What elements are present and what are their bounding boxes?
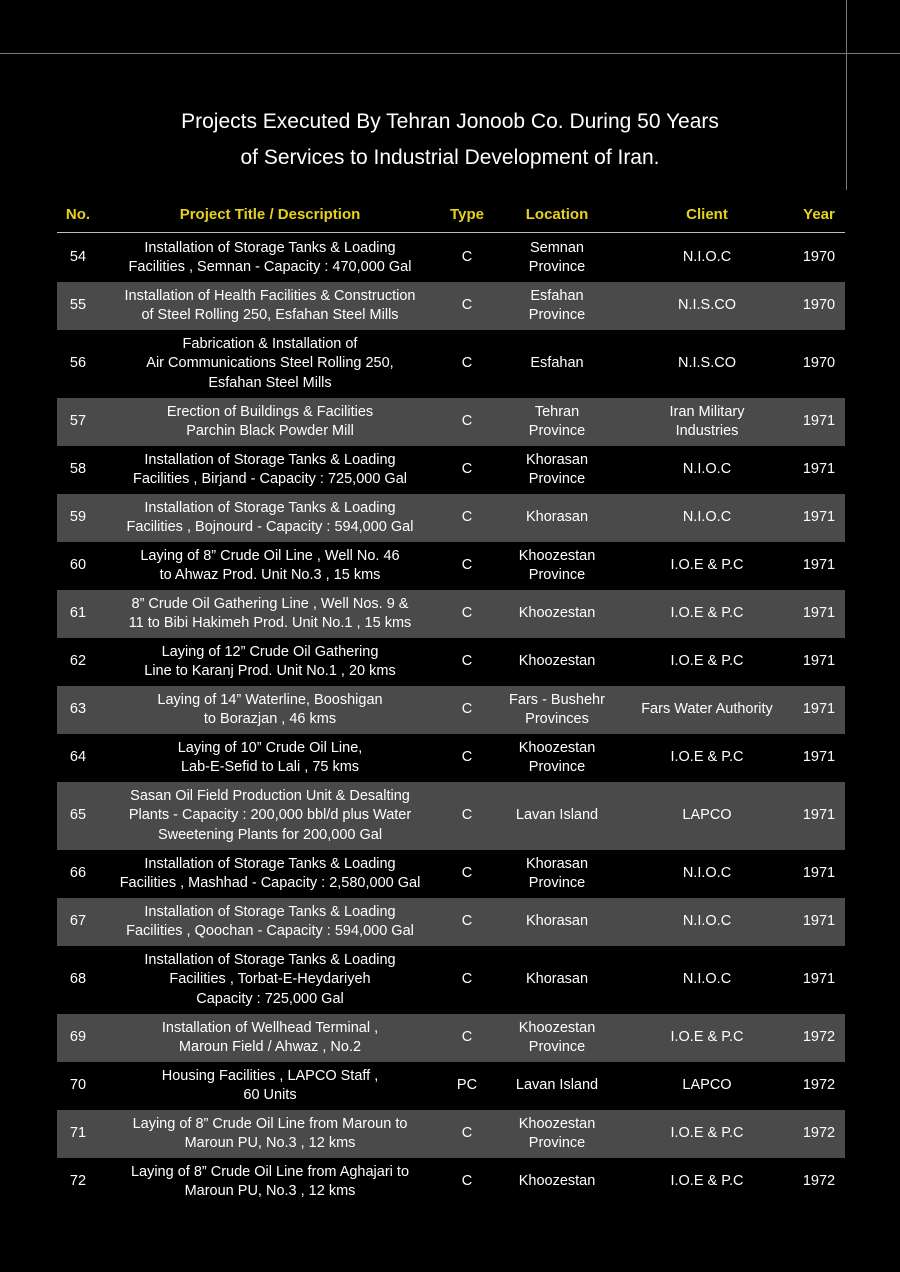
cell-year: 1971: [793, 494, 845, 542]
cell-description-line: Esfahan Steel Mills: [208, 374, 332, 391]
cell-type: C: [461, 865, 473, 882]
cell-description-line: to Ahwaz Prod. Unit No.3 , 15 kms: [159, 567, 381, 583]
cell-location-line: Province: [528, 875, 586, 891]
cell-description-line: Sasan Oil Field Production Unit & Desalting: [130, 787, 410, 804]
cell-description: [99, 686, 441, 734]
cell-client-line: N.I.O.C: [682, 509, 732, 526]
cell-client-line: I.O.E & P.C: [670, 1125, 744, 1142]
cell-description-line: Laying of 8” Crude Oil Line from Maroun to: [132, 1115, 408, 1132]
cell-description: [99, 898, 441, 946]
cell-type: C: [461, 461, 473, 478]
col-header-type: Type: [441, 196, 493, 233]
cell-type: C: [441, 494, 493, 542]
cell-year: 1971: [793, 782, 845, 850]
cell-location: [493, 782, 621, 850]
cell-description-line: 11 to Bibi Hakimeh Prod. Unit No.1 , 15 kms: [128, 615, 412, 631]
cell-year: 1971: [793, 686, 845, 734]
cell-description-line: of Steel Rolling 250, Esfahan Steel Mills: [141, 307, 399, 323]
cell-type: PC: [456, 1077, 478, 1094]
cell-no: 66: [69, 865, 87, 882]
cell-no: 63: [57, 686, 99, 734]
cell-year: 1970: [793, 282, 845, 330]
table-row: [57, 782, 845, 850]
cell-year: 1971: [802, 971, 836, 988]
table-row: [57, 1062, 845, 1110]
cell-description-line: Facilities , Birjand - Capacity : 725,000 Gal: [132, 471, 407, 487]
cell-no: 67: [57, 898, 99, 946]
cell-location-line: Semnan: [529, 239, 584, 256]
table-row: [57, 234, 845, 282]
cell-description-line: Facilities , Bojnourd - Capacity : 594,000 Gal: [126, 519, 414, 535]
cell-description-line: Facilities , Qoochan - Capacity : 594,000 Gal: [126, 923, 414, 939]
cell-description-line: 8” Crude Oil Gathering Line , Well Nos. 9 &: [131, 595, 409, 612]
cell-no: 69: [57, 1014, 99, 1062]
cell-location-line: Province: [528, 471, 586, 487]
cell-description: [99, 1158, 441, 1206]
cell-description: [99, 398, 441, 446]
cell-location-line: Province: [528, 1039, 586, 1055]
cell-client: [621, 946, 793, 1014]
cell-description-line: Installation of Storage Tanks & Loading: [144, 855, 396, 872]
cell-description-line: Fabrication & Installation of: [182, 335, 358, 352]
table-row: [57, 1158, 845, 1206]
cell-description: [99, 946, 441, 1014]
cell-client: [621, 398, 793, 446]
cell-location-line: Fars - Bushehr: [509, 691, 605, 708]
cell-client: [621, 282, 793, 330]
title-line-2: of Services to Industrial Development of Iran.: [240, 146, 660, 169]
cell-year: 1971: [793, 590, 845, 638]
cell-year: 1972: [793, 1014, 845, 1062]
cell-location: [493, 590, 621, 638]
cell-description-line: Laying of 8” Crude Oil Line from Aghajari to: [130, 1163, 410, 1180]
cell-client-line: I.O.E & P.C: [670, 749, 744, 766]
cell-year: 1972: [802, 1077, 836, 1094]
cell-client-line: Industries: [675, 423, 739, 439]
cell-year: 1970: [802, 249, 836, 266]
cell-location-line: Province: [528, 567, 586, 583]
cell-location: [493, 1158, 621, 1206]
cell-type: C: [461, 249, 473, 266]
cell-description: [99, 782, 441, 850]
cell-location: [493, 898, 621, 946]
cell-type: C: [441, 398, 493, 446]
cell-description-line: 60 Units: [243, 1087, 297, 1103]
cell-description: [99, 542, 441, 590]
cell-location-line: Lavan Island: [515, 1077, 599, 1094]
cell-client-line: I.O.E & P.C: [670, 1173, 744, 1190]
page-title: [0, 104, 900, 176]
table-header-row: [57, 196, 845, 233]
cell-type: C: [441, 1014, 493, 1062]
cell-location: [493, 1062, 621, 1110]
cell-description-line: Laying of 14” Waterline, Booshigan: [157, 691, 383, 708]
cell-location-line: Khorasan: [525, 451, 589, 468]
cell-client: [621, 1014, 793, 1062]
cell-type: C: [441, 782, 493, 850]
table-row: [57, 686, 845, 734]
cell-client-line: LAPCO: [682, 1077, 732, 1094]
cell-year: 1970: [802, 355, 836, 372]
cell-description-line: Installation of Storage Tanks & Loading: [144, 499, 396, 516]
col-header-year: Year: [793, 196, 845, 233]
cell-no: 54: [69, 249, 87, 266]
table-row: [57, 398, 845, 446]
cell-description-line: Laying of 10” Crude Oil Line,: [177, 739, 363, 756]
col-header-location: Location: [493, 196, 621, 233]
cell-description: [99, 638, 441, 686]
cell-client-line: I.O.E & P.C: [670, 653, 744, 670]
cell-year: 1971: [802, 749, 836, 766]
cell-no: 72: [69, 1173, 87, 1190]
cell-description-line: Installation of Storage Tanks & Loading: [144, 239, 396, 256]
cell-location: [493, 330, 621, 398]
cell-client-line: N.I.S.CO: [677, 297, 736, 314]
cell-no: 71: [57, 1110, 99, 1158]
cell-year: 1971: [802, 865, 836, 882]
cell-location: [493, 494, 621, 542]
table-row: [57, 542, 845, 590]
cell-location-line: Khorasan: [525, 509, 589, 526]
cell-year: 1971: [793, 398, 845, 446]
cell-client: [621, 1158, 793, 1206]
cell-description: [99, 1062, 441, 1110]
cell-no: 55: [57, 282, 99, 330]
cell-client-line: N.I.S.CO: [677, 355, 736, 372]
cell-client: [621, 234, 793, 282]
cell-type: C: [461, 971, 473, 988]
cell-location-line: Province: [528, 423, 586, 439]
cell-type: C: [461, 653, 473, 670]
cell-description: [99, 234, 441, 282]
cell-description: [99, 494, 441, 542]
cell-location-line: Lavan Island: [515, 807, 599, 824]
cell-description-line: Installation of Wellhead Terminal ,: [161, 1019, 379, 1036]
table-row: [57, 590, 845, 638]
cell-description-line: Sweetening Plants for 200,000 Gal: [157, 826, 383, 843]
cell-location: [493, 398, 621, 446]
cell-no: 60: [69, 557, 87, 574]
cell-location: [493, 638, 621, 686]
cell-description: [99, 1014, 441, 1062]
cell-description-line: Installation of Storage Tanks & Loading: [144, 951, 396, 968]
cell-no: 61: [57, 590, 99, 638]
cell-client-line: Fars Water Authority: [641, 701, 773, 718]
cell-description-line: Parchin Black Powder Mill: [186, 423, 354, 439]
cell-description: [99, 330, 441, 398]
cell-location: [493, 734, 621, 782]
cell-description-line: Maroun PU, No.3 , 12 kms: [184, 1183, 356, 1199]
cell-year: 1971: [793, 898, 845, 946]
cell-client: [621, 782, 793, 850]
cell-client-line: N.I.O.C: [682, 971, 732, 988]
cell-location: [493, 1110, 621, 1158]
cell-description: [99, 850, 441, 898]
table-row: [57, 330, 845, 398]
cell-client-line: N.I.O.C: [682, 461, 732, 478]
cell-year: 1971: [802, 557, 836, 574]
cell-client: [621, 590, 793, 638]
cell-location: [493, 542, 621, 590]
table-row: [57, 898, 845, 946]
cell-year: 1971: [802, 653, 836, 670]
cell-location: [493, 282, 621, 330]
cell-location: [493, 686, 621, 734]
cell-location-line: Province: [528, 1135, 586, 1151]
cell-type: C: [461, 557, 473, 574]
cell-description: [99, 446, 441, 494]
cell-description: [99, 282, 441, 330]
cell-client-line: N.I.O.C: [682, 913, 732, 930]
cell-location-line: Province: [528, 759, 586, 775]
cell-type: C: [441, 590, 493, 638]
cell-type: C: [441, 1110, 493, 1158]
cell-no: 59: [57, 494, 99, 542]
projects-table: [57, 196, 845, 1206]
table-row: [57, 638, 845, 686]
cell-year: 1971: [802, 461, 836, 478]
cell-client: [621, 1062, 793, 1110]
cell-location: [493, 1014, 621, 1062]
cell-description-line: Lab-E-Sefid to Lali , 75 kms: [180, 759, 360, 775]
cell-no: 58: [69, 461, 87, 478]
cell-description-line: Line to Karanj Prod. Unit No.1 , 20 kms: [144, 663, 396, 679]
cell-no: 68: [69, 971, 87, 988]
cell-description-line: Plants - Capacity : 200,000 bbl/d plus Water: [128, 807, 412, 824]
cell-description-line: Installation of Storage Tanks & Loading: [144, 451, 396, 468]
cell-type: C: [441, 282, 493, 330]
cell-description: [99, 734, 441, 782]
cell-location-line: Khoozestan: [518, 547, 596, 564]
top-divider-line: [0, 53, 900, 54]
cell-year: 1972: [793, 1110, 845, 1158]
cell-location: [493, 946, 621, 1014]
cell-client-line: Iran Military: [669, 403, 745, 420]
cell-location-line: Tehran: [534, 403, 580, 420]
cell-description-line: Maroun Field / Ahwaz , No.2: [178, 1039, 362, 1055]
cell-description-line: Air Communications Steel Rolling 250,: [146, 355, 394, 372]
cell-location-line: Khoozestan: [518, 1115, 596, 1132]
cell-location-line: Khoozestan: [518, 605, 596, 622]
cell-client: [621, 542, 793, 590]
cell-description-line: Maroun PU, No.3 , 12 kms: [184, 1135, 356, 1151]
cell-description-line: Facilities , Semnan - Capacity : 470,000 Gal: [128, 259, 412, 275]
cell-no: 65: [57, 782, 99, 850]
cell-no: 70: [69, 1077, 87, 1094]
table-row: [57, 850, 845, 898]
cell-description-line: Laying of 12” Crude Oil Gathering: [161, 643, 379, 660]
cell-location: [493, 234, 621, 282]
title-line-1: Projects Executed By Tehran Jonoob Co. During 50 Years: [181, 110, 719, 133]
cell-location-line: Khorasan: [525, 971, 589, 988]
table-row: [57, 282, 845, 330]
cell-client: [621, 638, 793, 686]
cell-client-line: N.I.O.C: [682, 865, 732, 882]
cell-type: C: [461, 355, 473, 372]
cell-client: [621, 494, 793, 542]
col-header-description: Project Title / Description: [99, 196, 441, 233]
cell-description-line: to Borazjan , 46 kms: [203, 711, 337, 727]
cell-no: 64: [69, 749, 87, 766]
cell-client: [621, 330, 793, 398]
cell-location-line: Esfahan: [530, 287, 584, 304]
cell-location-line: Province: [528, 307, 586, 323]
table-row: [57, 446, 845, 494]
table-row: [57, 734, 845, 782]
cell-description-line: Housing Facilities , LAPCO Staff ,: [161, 1067, 379, 1084]
cell-client-line: LAPCO: [682, 807, 732, 824]
cell-description-line: Laying of 8” Crude Oil Line , Well No. 46: [140, 547, 400, 564]
cell-location-line: Khorasan: [525, 855, 589, 872]
cell-type: C: [461, 1173, 473, 1190]
cell-client-line: I.O.E & P.C: [670, 605, 744, 622]
cell-location-line: Khoozestan: [518, 739, 596, 756]
cell-description-line: Installation of Storage Tanks & Loading: [144, 903, 396, 920]
cell-client: [621, 898, 793, 946]
cell-year: 1972: [802, 1173, 836, 1190]
table-row: [57, 1110, 845, 1158]
cell-no: 62: [69, 653, 87, 670]
cell-client-line: N.I.O.C: [682, 249, 732, 266]
cell-description-line: Erection of Buildings & Facilities: [166, 403, 374, 420]
cell-location-line: Provinces: [525, 711, 589, 727]
cell-location-line: Khorasan: [525, 913, 589, 930]
cell-no: 56: [69, 355, 87, 372]
table-row: [57, 494, 845, 542]
cell-location-line: Province: [528, 259, 586, 275]
cell-client: [621, 686, 793, 734]
table-row: [57, 946, 845, 1014]
cell-location: [493, 850, 621, 898]
cell-description: [99, 590, 441, 638]
cell-type: C: [441, 898, 493, 946]
cell-client-line: I.O.E & P.C: [670, 1029, 744, 1046]
cell-description-line: Capacity : 725,000 Gal: [196, 990, 344, 1007]
cell-description: [99, 1110, 441, 1158]
cell-client: [621, 446, 793, 494]
table-row: [57, 1014, 845, 1062]
col-header-no: No.: [57, 196, 99, 233]
cell-location-line: Khoozestan: [518, 1173, 596, 1190]
cell-location: [493, 446, 621, 494]
cell-location-line: Khoozestan: [518, 653, 596, 670]
cell-description-line: Facilities , Torbat-E-Heydariyeh: [169, 971, 371, 988]
cell-no: 57: [57, 398, 99, 446]
cell-client-line: I.O.E & P.C: [670, 557, 744, 574]
cell-description-line: Facilities , Mashhad - Capacity : 2,580,000 Gal: [119, 875, 421, 891]
cell-client: [621, 850, 793, 898]
cell-description-line: Installation of Health Facilities & Construction: [124, 287, 416, 304]
col-header-client: Client: [621, 196, 793, 233]
cell-type: C: [441, 686, 493, 734]
cell-location-line: Esfahan: [530, 355, 584, 372]
cell-client: [621, 1110, 793, 1158]
cell-type: C: [461, 749, 473, 766]
cell-client: [621, 734, 793, 782]
cell-location-line: Khoozestan: [518, 1019, 596, 1036]
